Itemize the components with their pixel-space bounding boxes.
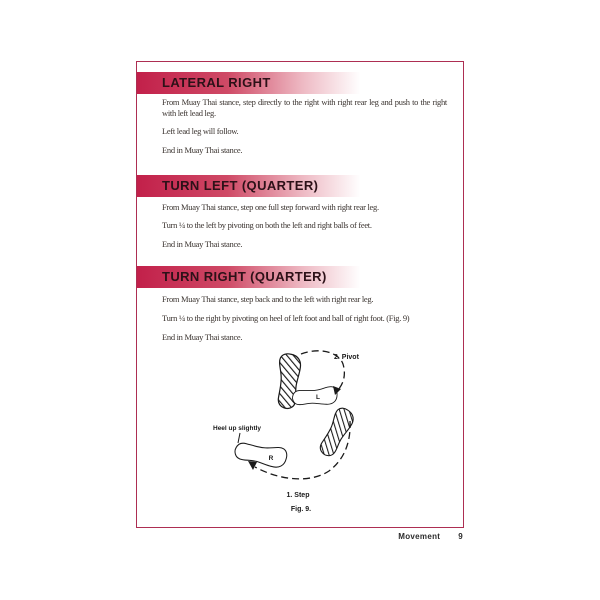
- step-label: 1. Step: [286, 492, 310, 499]
- paragraph: From Muay Thai stance, step back and to the left with right rear leg.: [162, 294, 374, 304]
- section-title: LATERAL RIGHT: [162, 75, 271, 90]
- left-foot-end-outline: [292, 386, 338, 406]
- book-page-frame: [136, 61, 464, 528]
- heel-note-label: Heel up slightly: [213, 425, 262, 432]
- right-foot-end-outline: [233, 440, 288, 469]
- section-title: TURN RIGHT (QUARTER): [162, 269, 327, 284]
- figure-caption: Fig. 9.: [290, 506, 312, 513]
- paragraph: Turn ¼ to the left by pivoting on both the left and right balls of feet.: [162, 220, 372, 230]
- page-footer: [398, 532, 463, 541]
- paragraph: End in Muay Thai stance.: [162, 332, 243, 342]
- heel-note-leader-line: [238, 433, 240, 443]
- footer-chapter-label: Movement: [398, 532, 441, 541]
- step-arrowhead-icon: [248, 461, 257, 470]
- figure-9-footwork-diagram: [197, 349, 457, 517]
- paragraph: Left lead leg will follow.: [162, 126, 239, 136]
- section-header-turn-left: [137, 175, 439, 197]
- paragraph: Turn ¼ to the right by pivoting on heel of left foot and ball of right foot. (Fig. 9): [162, 313, 410, 323]
- paragraph: End in Muay Thai stance.: [162, 239, 243, 249]
- footer-page-number: 9: [458, 532, 463, 541]
- right-foot-letter: R: [268, 455, 274, 462]
- footwork-diagram-svg: [197, 349, 457, 517]
- right-foot-start-hatched: [316, 406, 357, 459]
- paragraph: End in Muay Thai stance.: [162, 145, 243, 155]
- paragraph: From Muay Thai stance, step one full step forward with right rear leg.: [162, 202, 379, 212]
- section-header-turn-right: [137, 266, 439, 288]
- left-foot-letter: L: [316, 394, 320, 401]
- pivot-label: 2. Pivot: [334, 354, 359, 361]
- section-title: TURN LEFT (QUARTER): [162, 178, 319, 193]
- section-header-lateral-right: [137, 72, 439, 94]
- paragraph: From Muay Thai stance, step directly to the right with right rear leg and push to the right with left lead leg.: [162, 97, 447, 118]
